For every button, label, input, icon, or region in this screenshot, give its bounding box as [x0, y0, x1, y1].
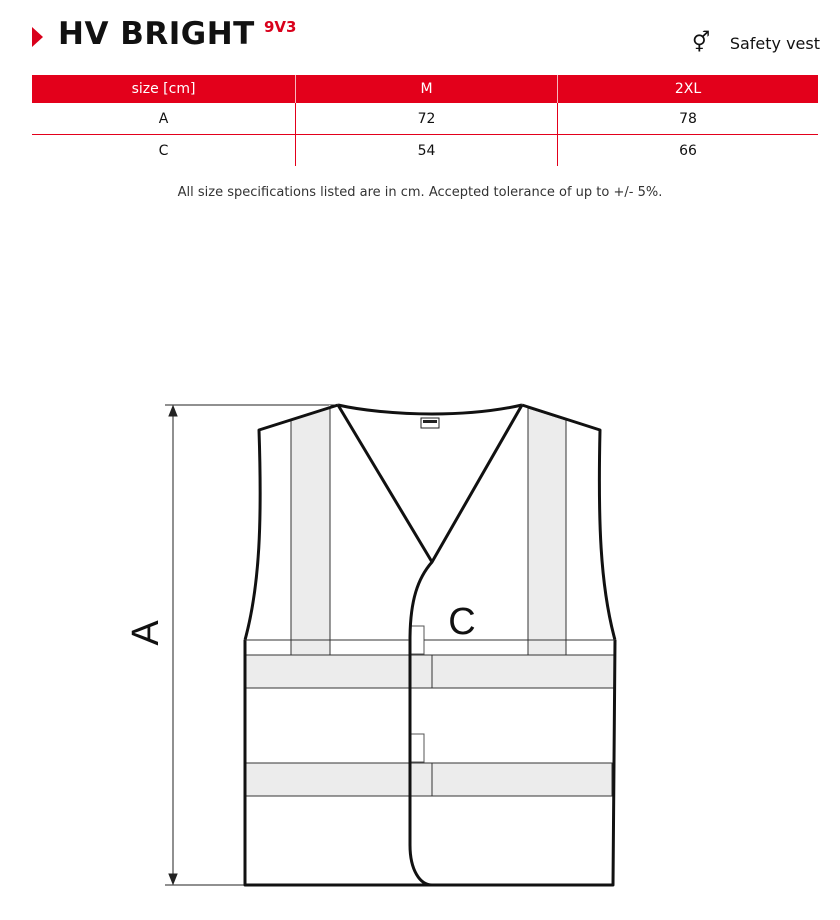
product-title: HV BRIGHT — [58, 16, 255, 52]
table-cell: 78 — [558, 103, 819, 135]
table-cell: A — [32, 103, 296, 135]
column-header: size [cm] — [32, 75, 296, 103]
unisex-icon: ⚥ — [691, 30, 710, 54]
product-code: 9V3 — [264, 18, 297, 36]
table-cell: 66 — [679, 142, 697, 159]
neck-label — [421, 418, 439, 428]
table-cell: 54 — [296, 135, 558, 167]
column-header: 2XL — [558, 75, 819, 103]
table-cell: C — [32, 135, 296, 167]
dimension-label-a: A — [125, 620, 167, 646]
dimension-label-c: C — [448, 601, 476, 643]
product-type: Safety vest — [729, 34, 820, 53]
column-header: M — [296, 75, 558, 103]
table-cell: 72 — [296, 103, 558, 135]
tolerance-note: All size specifications listed are in cm. Accepted tolerance of up to +/- 5%. — [177, 185, 663, 200]
